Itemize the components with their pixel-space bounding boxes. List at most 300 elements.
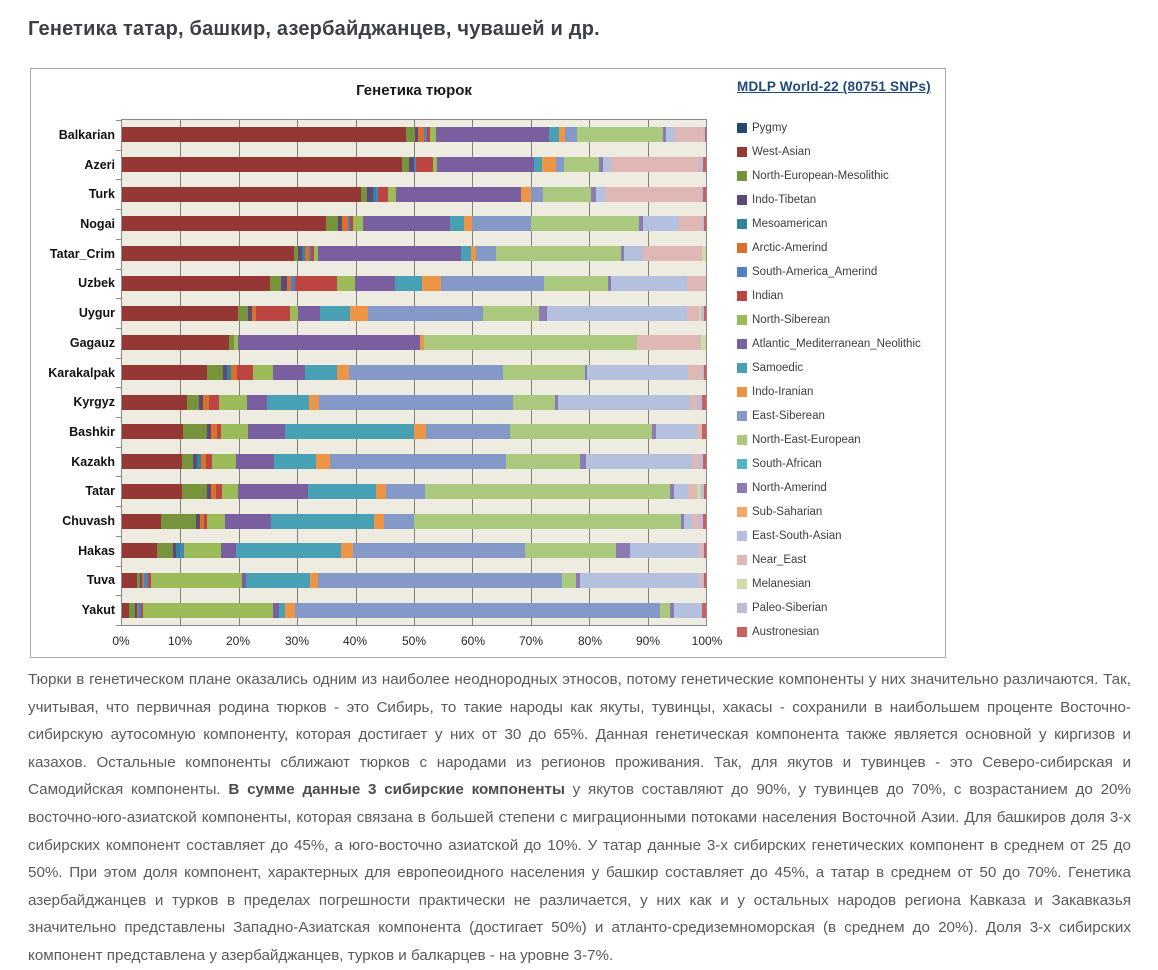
legend-label: Near_East: [752, 554, 807, 566]
legend-label: Melanesian: [752, 578, 811, 590]
bar-segment-north-european-mesolithic: [406, 127, 415, 142]
category-label-kazakh: Kazakh: [71, 455, 115, 469]
bar-segment-north-siberean: [290, 306, 298, 321]
bar-segment-indo-iranian: [464, 216, 472, 231]
bar-segment-east-siberean: [386, 484, 425, 499]
bar-segment-north-european-mesolithic: [207, 365, 223, 380]
bar-segment-east-south-asian: [666, 127, 675, 142]
bar-segment-east-siberean: [472, 216, 530, 231]
bar-segment-east-siberean: [476, 246, 496, 261]
legend-color-swatch: [737, 483, 747, 493]
legend-item-indo-tibetan: [737, 188, 942, 212]
bar-segment-samoedic: [450, 216, 464, 231]
bar-segment-north-amerind: [539, 306, 547, 321]
legend-label: South-African: [752, 458, 822, 470]
bar-segment-austronesian: [702, 424, 706, 439]
category-label-tatar_crim: Tatar_Crim: [49, 247, 115, 261]
legend-item-sub-saharian: [737, 500, 942, 524]
legend-label: North-Siberean: [752, 314, 830, 326]
legend-label: Mesoamerican: [752, 218, 828, 230]
plot-area: [121, 119, 707, 626]
article-text-after: у якутов составляют до 90%, у тувинцев до 70%, с возрастанием до 20% восточно-юго-азиатской компоненты, которая связана в большей степени с миграционными потоками населения Восточной Азии. Для башкиров доля 3-х сибирских компонент составляет до 45%, а юго-восточно азиатской до 10%. У татар данные 3-х сибирских генетических компонент в среднем от 25 до 50%. При этом доля компонент, характерных для европеоидного населения у башкир составляет до 45%, а татар в среднем от 50 до 70%. Генетика азербайджанцев и турков в пределах погрешности практически не различается, у них как и у остальных народов региона Кавказа и Закавказья значительно представлены Западно-Азиатская компонента (достигает 50%) и атланто-средиземноморская (в среднем до 20%). Доля 3-х сибирских компонент представлена у азербайджанцев, турков и балкарцев - на уровне 3-7%.: [28, 781, 1131, 964]
y-axis-tick: [116, 328, 121, 329]
legend-color-swatch: [737, 291, 747, 301]
bar-segment-east-south-asian: [596, 187, 606, 202]
category-label-uzbek: Uzbek: [78, 276, 115, 290]
bar-segment-east-south-asian: [684, 514, 692, 529]
legend-label: East-South-Asian: [752, 530, 842, 542]
legend-label: Arctic-Amerind: [752, 242, 828, 254]
bar-segment-east-siberean: [349, 365, 504, 380]
bar-row-chuvash: [122, 514, 706, 529]
y-axis-tick: [116, 476, 121, 477]
y-axis-tick: [116, 566, 121, 567]
chart: [30, 68, 946, 658]
bar-segment-east-south-asian: [674, 603, 702, 618]
bar-row-kazakh: [122, 454, 706, 469]
bar-row-balkarian: [122, 127, 706, 142]
legend-label: South-America_Amerind: [752, 266, 878, 278]
legend-item-melanesian: [737, 572, 942, 596]
bar-row-yakut: [122, 603, 706, 618]
bar-segment-austronesian: [703, 187, 706, 202]
legend-label: West-Asian: [752, 146, 811, 158]
legend-item-north-east-european: [737, 428, 942, 452]
bar-row-karakalpak: [122, 365, 706, 380]
bar-segment-near_east: [688, 365, 702, 380]
legend-label: North-Amerind: [752, 482, 827, 494]
legend-color-swatch: [737, 267, 747, 277]
bar-segment-west-asian: [122, 127, 406, 142]
bar-segment-north-east-european: [513, 395, 555, 410]
bar-segment-east-siberean: [565, 127, 577, 142]
x-axis-tick-label: 50%: [401, 634, 427, 648]
category-label-turk: Turk: [88, 187, 115, 201]
bar-segment-north-european-mesolithic: [402, 157, 409, 172]
y-axis-tick: [116, 387, 121, 388]
bar-segment-austronesian: [702, 603, 706, 618]
bar-segment-north-siberean: [222, 484, 238, 499]
bar-segment-near_east: [637, 335, 701, 350]
legend-item-south-america_amerind: [737, 260, 942, 284]
bar-segment-atlantic_mediterranean_neolithic: [396, 187, 522, 202]
bar-segment-north-amerind: [616, 543, 630, 558]
bar-segment-west-asian: [122, 424, 183, 439]
bar-segment-north-east-european: [525, 543, 616, 558]
bar-segment-east-south-asian: [586, 454, 693, 469]
bar-row-uzbek: [122, 276, 706, 291]
legend-item-pygmy: [737, 116, 942, 140]
bar-segment-east-south-asian: [674, 484, 688, 499]
bar-segment-east-south-asian: [624, 246, 644, 261]
bar-segment-north-european-mesolithic: [183, 424, 207, 439]
bar-segment-east-siberean: [426, 424, 510, 439]
bar-segment-austronesian: [704, 543, 706, 558]
legend-item-mesoamerican: [737, 212, 942, 236]
legend-color-swatch: [737, 195, 747, 205]
bar-segment-austronesian: [705, 127, 706, 142]
legend-label: Sub-Saharian: [752, 506, 823, 518]
legend-item-west-asian: [737, 140, 942, 164]
bar-segment-north-siberean: [151, 573, 242, 588]
bar-row-tatar: [122, 484, 706, 499]
y-axis-tick: [116, 506, 121, 507]
bar-segment-east-south-asian: [656, 424, 696, 439]
x-axis-tick-label: 100%: [691, 634, 723, 648]
category-label-hakas: Hakas: [78, 544, 115, 558]
x-axis-tick-label: 70%: [518, 634, 544, 648]
bar-segment-east-south-asian: [603, 157, 611, 172]
bar-segment-west-asian: [122, 365, 207, 380]
bar-segment-east-siberean: [318, 573, 562, 588]
bar-segment-north-east-european: [543, 187, 591, 202]
legend-item-north-amerind: [737, 476, 942, 500]
bar-row-tuva: [122, 573, 706, 588]
bar-row-nogai: [122, 216, 706, 231]
legend-label: Austronesian: [752, 626, 820, 638]
bar-segment-indian: [256, 306, 290, 321]
legend-color-swatch: [737, 363, 747, 373]
legend-label: Paleo-Siberian: [752, 602, 828, 614]
legend-label: Indo-Tibetan: [752, 194, 817, 206]
bar-segment-indo-iranian: [376, 484, 386, 499]
category-label-azeri: Azeri: [84, 158, 115, 172]
y-axis-tick: [116, 447, 121, 448]
bar-segment-atlantic_mediterranean_neolithic: [238, 484, 308, 499]
bar-segment-atlantic_mediterranean_neolithic: [318, 246, 460, 261]
x-axis-tick-label: 0%: [112, 634, 130, 648]
bar-segment-near_east: [692, 514, 699, 529]
chart-title: Генетика тюрок: [356, 82, 472, 99]
x-axis-tick-label: 10%: [167, 634, 193, 648]
bar-segment-samoedic: [267, 395, 309, 410]
legend-item-near_east: [737, 548, 942, 572]
bar-segment-austronesian: [704, 484, 706, 499]
bar-segment-indo-iranian: [374, 514, 384, 529]
bar-segment-east-siberean: [353, 543, 526, 558]
bar-segment-near_east: [605, 187, 700, 202]
x-axis-tick-label: 80%: [577, 634, 603, 648]
bar-segment-north-east-european: [425, 484, 670, 499]
category-label-uygur: Uygur: [78, 306, 115, 320]
bar-segment-north-siberean: [388, 187, 396, 202]
legend-item-austronesian: [737, 620, 942, 644]
bar-segment-west-asian: [122, 306, 238, 321]
bar-segment-samoedic: [285, 424, 413, 439]
y-axis-tick: [116, 239, 121, 240]
bar-segment-north-east-european: [562, 573, 576, 588]
bar-segment-indo-iranian: [341, 543, 353, 558]
legend-color-swatch: [737, 411, 747, 421]
y-axis-tick: [116, 150, 121, 151]
bar-segment-indo-iranian: [414, 424, 426, 439]
bar-segment-north-european-mesolithic: [326, 216, 338, 231]
bar-segment-atlantic_mediterranean_neolithic: [436, 127, 550, 142]
bar-segment-north-siberean: [221, 424, 247, 439]
bar-segment-atlantic_mediterranean_neolithic: [273, 365, 305, 380]
bar-segment-north-east-european: [564, 157, 599, 172]
bar-segment-indian: [209, 395, 219, 410]
bar-segment-austronesian: [702, 395, 706, 410]
bar-segment-north-european-mesolithic: [182, 484, 207, 499]
x-axis-tick-label: 40%: [342, 634, 368, 648]
category-label-balkarian: Balkarian: [58, 128, 115, 142]
bar-segment-near_east: [679, 216, 702, 231]
legend-label: Indian: [752, 290, 784, 302]
category-label-tatar: Tatar: [85, 484, 115, 498]
y-axis-tick: [116, 595, 121, 596]
bar-segment-samoedic: [549, 127, 559, 142]
legend-item-paleo-siberian: [737, 596, 942, 620]
bar-segment-west-asian: [122, 157, 402, 172]
bar-segment-north-siberean: [253, 365, 273, 380]
article-text: [28, 666, 1131, 970]
bar-segment-indo-iranian: [350, 306, 368, 321]
bar-segment-austronesian: [704, 573, 706, 588]
y-axis-tick: [116, 358, 121, 359]
legend-item-north-siberean: [737, 308, 942, 332]
bar-segment-west-asian: [122, 276, 270, 291]
legend-color-swatch: [737, 507, 747, 517]
legend-color-swatch: [737, 603, 747, 613]
bar-segment-atlantic_mediterranean_neolithic: [298, 306, 320, 321]
bar-segment-west-asian: [122, 603, 129, 618]
y-axis-tick: [116, 298, 121, 299]
legend-item-indian: [737, 284, 942, 308]
bar-segment-north-siberean: [143, 603, 273, 618]
legend-color-swatch: [737, 531, 747, 541]
category-label-karakalpak: Karakalpak: [48, 366, 115, 380]
legend-item-arctic-amerind: [737, 236, 942, 260]
bar-segment-east-south-asian: [587, 365, 687, 380]
bar-segment-east-south-asian: [547, 306, 687, 321]
legend-color-swatch: [737, 459, 747, 469]
bar-segment-north-east-european: [510, 424, 652, 439]
bar-segment-near_east: [643, 246, 701, 261]
y-axis-tick: [116, 625, 121, 626]
article-text-before: Тюрки в генетическом плане оказались одним из наиболее неоднородных этносов, потому генетические компоненты у них значительно различаются. Так, учитывая, что первичная родина тюрков - это Сибирь, то такие народы как якуты, тувинцы, хакасы - сохранили в наибольшем проценте Восточно-сибирскую аутосомную компоненту, которая достигает у них от 30 до 65%. Данная генетическая компонента также является основной у киргизов и казахов. Остальные компоненты сближают тюрков с народами из регионов проживания. Так, для якутов и тувинцев - это Северо-сибирская и Самодийская компоненты.: [28, 671, 1131, 799]
legend: [737, 79, 942, 644]
legend-item-samoedic: [737, 356, 942, 380]
bar-segment-samoedic: [308, 484, 376, 499]
x-axis-tick-label: 20%: [225, 634, 251, 648]
page-title: Генетика татар, башкир, азербайджанцев, чувашей и др.: [28, 18, 600, 40]
legend-color-swatch: [737, 555, 747, 565]
y-axis-tick: [116, 417, 121, 418]
bar-segment-atlantic_mediterranean_neolithic: [437, 157, 533, 172]
bar-segment-east-south-asian: [580, 573, 699, 588]
category-label-kyrgyz: Kyrgyz: [73, 395, 115, 409]
bar-row-uygur: [122, 306, 706, 321]
bar-segment-east-siberean: [295, 603, 660, 618]
bar-segment-melanesian: [702, 246, 706, 261]
bar-segment-samoedic: [534, 157, 542, 172]
bar-segment-north-east-european: [483, 306, 538, 321]
bar-segment-austronesian: [703, 157, 706, 172]
x-axis-tick-label: 90%: [635, 634, 661, 648]
bar-segment-samoedic: [236, 543, 341, 558]
legend-label: North-European-Mesolithic: [752, 170, 889, 182]
bar-segment-west-asian: [122, 484, 182, 499]
category-label-bashkir: Bashkir: [69, 425, 115, 439]
bar-segment-near_east: [690, 395, 697, 410]
bar-segment-samoedic: [271, 514, 373, 529]
legend-item-indo-iranian: [737, 380, 942, 404]
bar-segment-east-siberean: [531, 187, 543, 202]
bar-row-tatar_crim: [122, 246, 706, 261]
bar-segment-north-siberean: [212, 454, 236, 469]
bar-segment-east-south-asian: [558, 395, 691, 410]
bar-segment-north-european-mesolithic: [238, 306, 248, 321]
legend-item-north-european-mesolithic: [737, 164, 942, 188]
bar-segment-indo-iranian: [542, 157, 556, 172]
bar-segment-north-east-european: [531, 216, 639, 231]
bar-segment-west-asian: [122, 187, 361, 202]
category-label-yakut: Yakut: [81, 603, 115, 617]
bar-segment-samoedic: [305, 365, 337, 380]
bar-segment-north-european-mesolithic: [182, 454, 194, 469]
bar-segment-east-south-asian: [611, 276, 687, 291]
bar-segment-indo-iranian: [316, 454, 330, 469]
bar-row-gagauz: [122, 335, 706, 350]
legend-color-swatch: [737, 435, 747, 445]
bar-segment-samoedic: [274, 454, 316, 469]
legend-color-swatch: [737, 627, 747, 637]
bar-segment-west-asian: [122, 543, 157, 558]
legend-item-atlantic_mediterranean_neolithic: [737, 332, 942, 356]
legend-label: Samoedic: [752, 362, 804, 374]
legend-color-swatch: [737, 171, 747, 181]
bar-segment-near_east: [692, 454, 699, 469]
bar-segment-north-east-european: [577, 127, 663, 142]
bar-segment-west-asian: [122, 246, 294, 261]
bar-segment-north-east-european: [496, 246, 620, 261]
bar-segment-austronesian: [703, 514, 706, 529]
bar-segment-east-siberean: [319, 395, 513, 410]
bar-segment-atlantic_mediterranean_neolithic: [225, 514, 271, 529]
y-axis-tick: [116, 209, 121, 210]
bar-segment-austronesian: [704, 216, 706, 231]
legend-color-swatch: [737, 315, 747, 325]
bar-segment-atlantic_mediterranean_neolithic: [355, 276, 395, 291]
legend-items: [737, 116, 942, 644]
bar-segment-north-east-european: [424, 335, 637, 350]
bar-segment-north-east-european: [414, 514, 681, 529]
legend-label: East-Siberean: [752, 410, 825, 422]
x-axis-tick-label: 30%: [284, 634, 310, 648]
bar-segment-north-siberean: [337, 276, 355, 291]
bar-segment-near_east: [675, 127, 703, 142]
legend-color-swatch: [737, 339, 747, 349]
bar-segment-north-european-mesolithic: [161, 514, 196, 529]
bar-segment-indian: [237, 365, 253, 380]
bar-segment-atlantic_mediterranean_neolithic: [238, 335, 421, 350]
bar-segment-austronesian: [703, 454, 706, 469]
legend-label: Indo-Iranian: [752, 386, 814, 398]
bar-segment-north-east-european: [544, 276, 608, 291]
bar-segment-west-asian: [122, 514, 161, 529]
legend-color-swatch: [737, 387, 747, 397]
bar-segment-indian: [295, 276, 337, 291]
bar-segment-west-asian: [122, 454, 182, 469]
bar-segment-east-south-asian: [643, 216, 679, 231]
bar-row-turk: [122, 187, 706, 202]
legend-item-south-african: [737, 452, 942, 476]
y-axis-tick: [116, 536, 121, 537]
legend-item-east-siberean: [737, 404, 942, 428]
legend-color-swatch: [737, 123, 747, 133]
bar-segment-east-siberean: [441, 276, 543, 291]
bar-segment-west-asian: [122, 395, 187, 410]
bar-segment-indo-iranian: [521, 187, 531, 202]
bar-segment-samoedic: [320, 306, 350, 321]
bar-segment-west-asian: [122, 573, 137, 588]
x-axis-tick-label: 60%: [460, 634, 486, 648]
bar-row-azeri: [122, 157, 706, 172]
bar-segment-atlantic_mediterranean_neolithic: [248, 424, 286, 439]
legend-title: MDLP World-22 (80751 SNPs): [737, 79, 931, 94]
y-axis-tick: [116, 269, 121, 270]
category-label-chuvash: Chuvash: [62, 514, 115, 528]
bar-segment-melanesian: [701, 335, 706, 350]
y-axis-tick: [116, 179, 121, 180]
bar-segment-austronesian: [704, 365, 706, 380]
bar-segment-near_east: [687, 306, 699, 321]
bar-segment-atlantic_mediterranean_neolithic: [247, 395, 267, 410]
bar-segment-austronesian: [704, 306, 706, 321]
bar-segment-atlantic_mediterranean_neolithic: [221, 543, 237, 558]
category-label-gagauz: Gagauz: [69, 336, 115, 350]
bar-segment-north-siberean: [219, 395, 247, 410]
bar-segment-samoedic: [395, 276, 421, 291]
legend-color-swatch: [737, 219, 747, 229]
bar-segment-near_east: [687, 276, 706, 291]
bar-segment-west-asian: [122, 335, 229, 350]
bar-segment-north-siberean: [207, 514, 225, 529]
y-axis-tick: [116, 120, 121, 121]
bar-segment-east-siberean: [556, 157, 564, 172]
bar-segment-east-south-asian: [630, 543, 698, 558]
bar-segment-indo-iranian: [422, 276, 442, 291]
bar-segment-indo-iranian: [309, 395, 319, 410]
legend-color-swatch: [737, 243, 747, 253]
category-label-tuva: Tuva: [86, 573, 115, 587]
bar-segment-west-asian: [122, 216, 326, 231]
bar-row-hakas: [122, 543, 706, 558]
bar-segment-east-siberean: [330, 454, 506, 469]
bar-segment-samoedic: [246, 573, 310, 588]
bar-segment-north-european-mesolithic: [270, 276, 282, 291]
bar-segment-east-siberean: [384, 514, 414, 529]
legend-label: Pygmy: [752, 122, 788, 134]
category-label-nogai: Nogai: [80, 217, 115, 231]
bar-segment-north-european-mesolithic: [157, 543, 173, 558]
bar-segment-north-east-european: [660, 603, 670, 618]
bar-segment-north-siberean: [353, 216, 363, 231]
bar-segment-north-east-european: [506, 454, 580, 469]
bar-segment-indo-iranian: [310, 573, 318, 588]
bar-segment-indian: [416, 157, 434, 172]
bar-segment-north-siberean: [184, 543, 221, 558]
bar-segment-indian: [378, 187, 388, 202]
bar-segment-atlantic_mediterranean_neolithic: [363, 216, 451, 231]
bar-segment-indo-iranian: [337, 365, 349, 380]
legend-label: North-East-European: [752, 434, 861, 446]
bar-segment-indo-iranian: [285, 603, 295, 618]
legend-color-swatch: [737, 147, 747, 157]
bar-segment-near_east: [611, 157, 699, 172]
bar-segment-near_east: [688, 484, 696, 499]
